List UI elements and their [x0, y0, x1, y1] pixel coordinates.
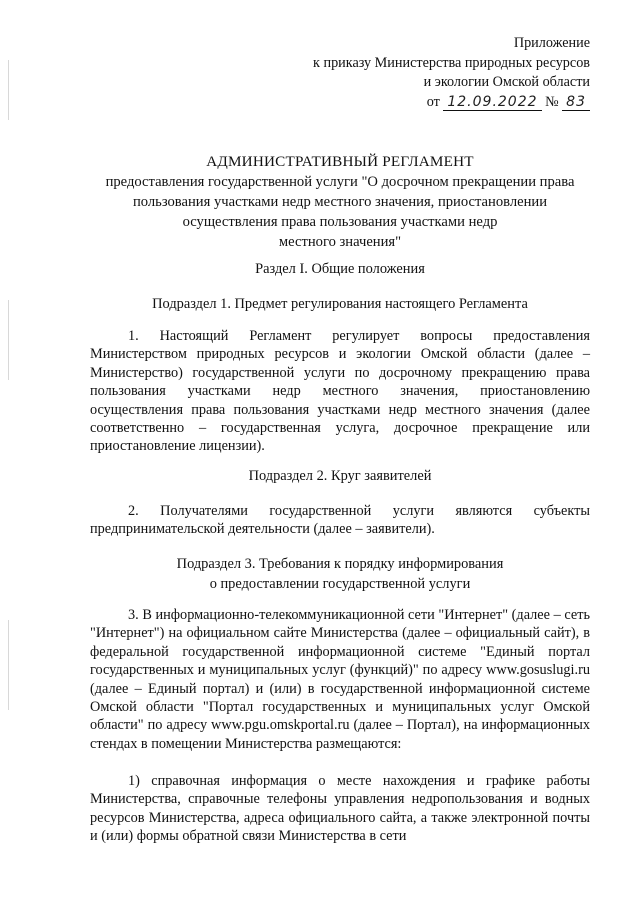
order-number: 83	[562, 94, 590, 111]
paragraph-1: 1. Настоящий Регламент регулирует вопросы предоставления Министерством природных ресурсов и экологии Омской области (далее – Министерство) государственной услуги по досрочному прекращению права пользования участками недр местного значения, приостановлению осуществления права пользования участками недр местного значения (далее соответственно – государственная услуга, досрочное прекращение или приостановление лицензии).	[90, 328, 590, 455]
appendix-label: Приложение	[513, 35, 590, 51]
number-prefix: №	[545, 93, 559, 110]
title-line: пользования участками недр местного значения, приостановлении	[132, 194, 548, 210]
subsection-heading-line: о предоставлении государственной услуги	[209, 576, 471, 592]
subsection-heading: Подраздел 2. Круг заявителей	[248, 468, 432, 484]
order-date-number	[260, 93, 590, 113]
scan-margin-mark	[8, 60, 9, 120]
paragraph-3: 3. В информационно-телекоммуникационной сети "Интернет" (далее – сеть "Интернет") на официальном сайте Министерства (далее – официальный сайт), в федеральной государственной информационной системе "Единый портал государственных и муниципальных услуг (функций)" по адресу www.gosuslugi.ru (далее – Единый портал) и (или) в государственной информационной системе Омской области "Портал государственных и муниципальных услуг Омской области" по адресу www.pgu.omskportal.ru (далее – Портал), на информационных стендах в помещении Министерства размещаются:	[90, 607, 590, 752]
title-line: предоставления государственной услуги "О досрочном прекращении права	[105, 174, 575, 190]
title-line: осуществления права пользования участками недр	[182, 214, 498, 230]
scan-margin-mark	[8, 300, 9, 380]
ministry-region: и экологии Омской области	[423, 74, 590, 90]
subsection-heading	[90, 554, 590, 594]
order-reference: к приказу Министерства природных ресурсов	[313, 54, 590, 71]
subsection-heading: Подраздел 1. Предмет регулирования настоящего Регламента	[152, 296, 528, 312]
document-title	[90, 152, 590, 252]
scan-margin-mark	[8, 620, 9, 710]
appendix-header	[260, 34, 590, 112]
section-heading: Раздел I. Общие положения	[255, 261, 425, 277]
order-date: 12.09.2022	[443, 94, 541, 111]
title-main: АДМИНИСТРАТИВНЫЙ РЕГЛАМЕНТ	[206, 153, 474, 170]
title-line: местного значения"	[278, 234, 402, 250]
subsection-heading-line: Подраздел 3. Требования к порядку информирования	[176, 556, 504, 572]
paragraph-2: 2. Получателями государственной услуги являются субъекты предпринимательской деятельности (далее – заявители).	[90, 503, 590, 538]
paragraph-3-item-1: 1) справочная информация о месте нахождения и графике работы Министерства, справочные телефоны управления недропользования и водных ресурсов Министерства, адреса официального сайта, а также электронной почты и (или) формы обратной связи Министерства в сети	[90, 773, 590, 845]
date-prefix: от	[426, 93, 440, 110]
